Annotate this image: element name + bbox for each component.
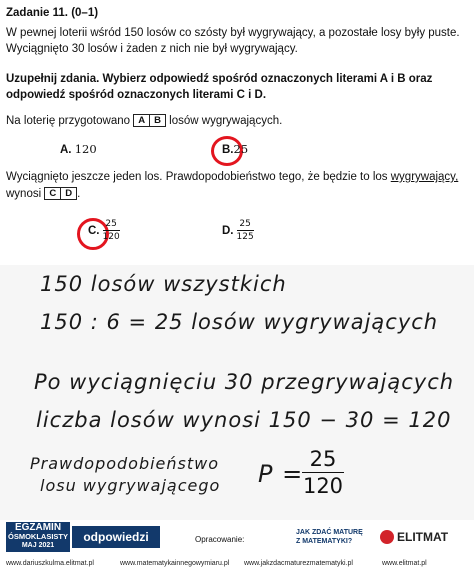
question-2-line-1: Wyciągnięto jeszcze jeden los. Prawdopodobieństwo tego, że będzie to los wygrywający, <box>6 171 459 183</box>
question-1-end: losów wygrywających. <box>169 115 283 127</box>
underlined-word: wygrywający, <box>390 171 459 183</box>
fraction-c: $\frac{25}{120}$ <box>102 219 120 242</box>
elitmat-logo: ELITMAT <box>380 530 448 544</box>
link-jakzdac[interactable]: www.jakzdacmaturezmatematyki.pl <box>244 560 353 567</box>
box-c[interactable]: C <box>44 187 61 200</box>
option-a[interactable]: A. 120 <box>60 142 97 156</box>
handwriting-line-2: 150 : 6 = 25 losów wygrywających <box>40 310 439 334</box>
handwriting-fraction: 25 120 <box>302 447 344 498</box>
handwriting-p-equals: P = <box>258 460 304 488</box>
answers-badge: odpowiedzi <box>70 526 160 548</box>
option-c[interactable]: C. $\frac{25}{120}$ <box>88 219 120 242</box>
question-1-text: Na loterię przygotowano <box>6 115 131 127</box>
question-1 <box>6 114 282 128</box>
handwriting-line-5a: Prawdopodobieństwo <box>30 454 220 473</box>
option-b[interactable]: B.25 <box>222 142 249 156</box>
question-2-line-2: wynosi C D . <box>6 188 81 200</box>
exam-badge: EGZAMIN ÓSMOKLASISTY MAJ 2021 <box>6 522 70 552</box>
instruction-line-2: odpowiedź spośród oznaczonych literami C i D. <box>6 89 267 101</box>
box-d[interactable]: D <box>60 187 77 200</box>
link-dariuszkulma[interactable]: www.dariuszkulma.elitmat.pl <box>6 560 94 567</box>
box-b[interactable]: B <box>149 114 166 127</box>
footer-links <box>0 558 474 572</box>
task-title: Zadanie 11. (0–1) <box>6 7 99 19</box>
jak-zdac-logo: JAK ZDAĆ MATURĘ Z MATEMATYKI? <box>296 529 363 545</box>
fraction-d: $\frac{25}{125}$ <box>236 219 254 242</box>
instruction-line-1: Uzupełnij zdania. Wybierz odpowiedź spośród oznaczonych literami A i B oraz <box>6 73 433 85</box>
elitmat-icon <box>380 530 394 544</box>
link-matematyka[interactable]: www.matematykainnegowymiaru.pl <box>120 560 230 567</box>
box-a[interactable]: A <box>133 114 150 127</box>
handwriting-line-5b: losu wygrywającego <box>40 476 221 495</box>
handwriting-line-1: 150 losów wszystkich <box>40 272 287 296</box>
intro-line-1: W pewnej loterii wśród 150 losów co szósty był wygrywający, a pozostałe losy były puste. <box>6 27 460 39</box>
intro-line-2: Wyciągnięto 30 losów i żaden z nich nie był wygrywający. <box>6 43 298 55</box>
handwriting-line-4: liczba losów wynosi 150 − 30 = 120 <box>36 408 452 432</box>
handwriting-line-3: Po wyciągnięciu 30 przegrywających <box>34 370 455 394</box>
link-elitmat[interactable]: www.elitmat.pl <box>382 560 427 567</box>
prepared-by-label: Opracowanie: <box>195 535 245 544</box>
option-d[interactable]: D. $\frac{25}{125}$ <box>222 219 254 242</box>
